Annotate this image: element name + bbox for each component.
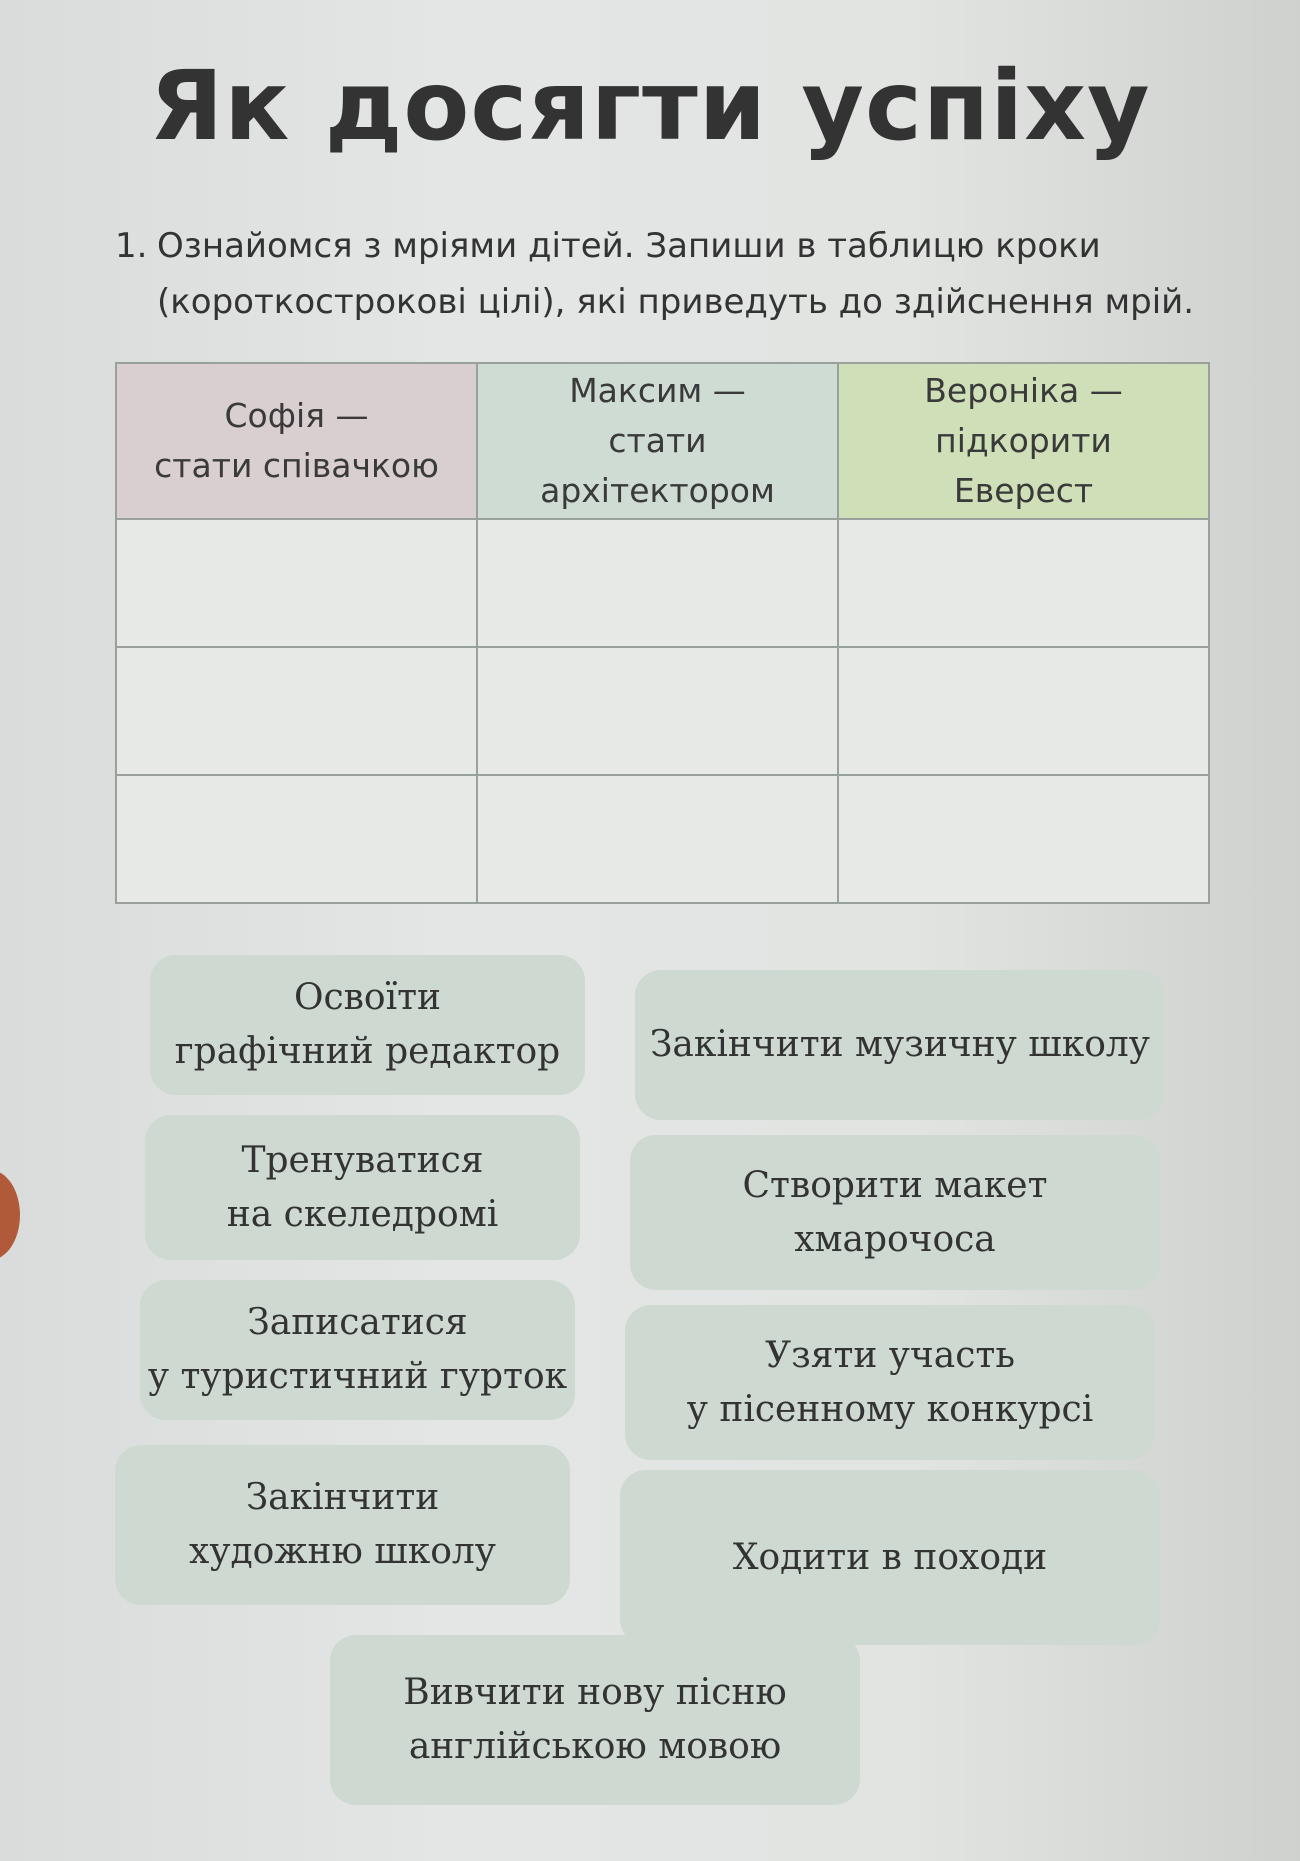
card-line: Закінчити музичну школу	[650, 1024, 1150, 1065]
finger-edge	[0, 1170, 20, 1260]
answer-cell-veronika[interactable]	[838, 647, 1209, 775]
task-line-2: (короткострокові цілі), які приведуть до здійснення мрій.	[157, 282, 1195, 322]
card-line: Освоїти	[293, 977, 442, 1018]
task-number: 1.	[115, 226, 148, 266]
header-veronika-goal-2: Еверест	[953, 471, 1094, 510]
header-sofia-goal: стати співачкою	[154, 446, 439, 485]
dreams-table	[115, 362, 1210, 904]
answer-cell-veronika[interactable]	[838, 519, 1209, 647]
card-line: у туристичний гурток	[147, 1356, 568, 1397]
step-card-climbing-wall[interactable]	[145, 1115, 580, 1260]
answer-cell-sofia[interactable]	[116, 519, 477, 647]
card-line: Створити макет	[742, 1164, 1048, 1206]
card-line: Записатися	[247, 1302, 468, 1343]
step-card-tourist-club[interactable]	[140, 1280, 575, 1420]
table-row	[116, 519, 1209, 647]
table-header-row	[116, 363, 1209, 519]
card-line: Закінчити	[245, 1477, 440, 1518]
header-veronika	[838, 363, 1209, 519]
card-line: графічний редактор	[174, 1031, 561, 1072]
step-card-art-school[interactable]	[115, 1445, 570, 1605]
task-text-1: Ознайомся з мріями дітей. Запиши в таблицю кроки	[157, 226, 1101, 266]
answer-cell-veronika[interactable]	[838, 775, 1209, 903]
step-card-music-school[interactable]	[635, 970, 1165, 1120]
header-veronika-goal-1: підкорити	[935, 421, 1112, 460]
card-line: Ходити в походи	[732, 1536, 1048, 1578]
step-card-english-song[interactable]	[330, 1635, 860, 1805]
table-row	[116, 775, 1209, 903]
step-card-graphic-editor[interactable]	[150, 955, 585, 1095]
card-line: англійською мовою	[408, 1726, 782, 1767]
answer-cell-maksym[interactable]	[477, 647, 838, 775]
card-line: Вивчити нову пісню	[403, 1672, 787, 1713]
answer-cell-maksym[interactable]	[477, 519, 838, 647]
header-maksym-name: Максим —	[569, 371, 746, 410]
header-maksym-goal-2: архітектором	[540, 471, 775, 510]
card-line: у пісенному конкурсі	[686, 1388, 1094, 1430]
step-card-hiking[interactable]	[620, 1470, 1160, 1645]
header-sofia	[116, 363, 477, 519]
header-veronika-name: Вероніка —	[924, 371, 1123, 410]
card-line: на скеледромі	[226, 1193, 499, 1235]
header-maksym-goal-1: стати	[608, 421, 707, 460]
header-maksym	[477, 363, 838, 519]
table-row	[116, 647, 1209, 775]
card-line: хмарочоса	[794, 1218, 996, 1260]
card-line: Тренуватися	[241, 1139, 484, 1181]
card-line: художню школу	[189, 1531, 496, 1572]
header-sofia-name: Софія —	[224, 396, 369, 435]
answer-cell-sofia[interactable]	[116, 775, 477, 903]
task-line-1	[115, 218, 1225, 274]
page-title: Як досягти успіху	[149, 50, 1151, 162]
step-card-song-contest[interactable]	[625, 1305, 1155, 1460]
answer-cell-sofia[interactable]	[116, 647, 477, 775]
card-line: Узяти участь	[765, 1334, 1015, 1376]
step-card-skyscraper-model[interactable]	[630, 1135, 1160, 1290]
task-instructions	[115, 218, 1225, 330]
answer-cell-maksym[interactable]	[477, 775, 838, 903]
